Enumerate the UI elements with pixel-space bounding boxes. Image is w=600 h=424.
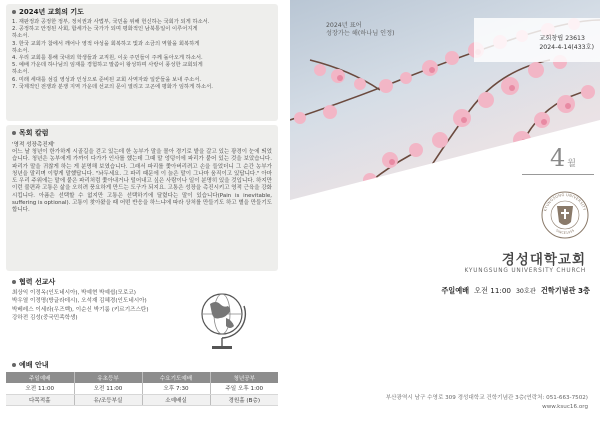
svg-text:KYUNGSUNG UNIVERSITY: KYUNGSUNG UNIVERSITY [543,192,587,212]
prayer-item: 하소서. [12,33,30,40]
table-cell: 소예배실 [142,394,210,405]
church-name: 경성대학교회 [501,252,586,268]
table-cell: 오전 11:00 [74,383,142,394]
prayer-item: 하소서. [12,69,30,76]
missionary-item: 박우열 이정명(방글라데시), 오석재 김혜경(인도네시아) [12,298,147,305]
missionaries-title: 협력 선교사 [12,277,272,287]
table-header-cell: 수요기도예배 [142,372,210,383]
column-section [6,125,278,271]
table-header-cell: 청년공부 [210,372,278,383]
address: 부산광역시 남구 수영로 309 경성대학교 건학기념관 3층(연락처: 051-663-7502) [385,395,588,401]
right-panel [290,0,600,424]
table-cell: 오전 11:00 [6,383,74,394]
service-place: 건학기념관 3층 [540,286,590,295]
church-name-english: KYUNGSUNG UNIVERSITY CHURCH [464,268,586,274]
bullet-icon [12,280,16,284]
missionary-item: 박베레스 이세라(우즈벡), 이순신 박기룸 (키르기즈스탄) [12,306,149,313]
worship-section [6,360,278,422]
table-cell: 유/조등부실 [74,394,142,405]
table-cell: 경원홀 (B층) [210,394,278,405]
service-time: 오전 11:00 [474,286,511,295]
prayer-item: 6. 미래 세대를 섬길 영성과 인성으로 준비된 교회 사역자와 일꾼들을 보내 주소서. [12,76,201,83]
prayer-item: 7. 국제적인 전쟁과 분쟁 지역 가운데 선교의 문이 열리고 고곤에 평화가 임하게 하소서. [12,83,213,90]
month-label [550,144,576,172]
prayer-title: 2024년 교회의 기도 [12,7,272,17]
motto-label: 2024년 표어 성장가는 해(하나님 인정) [326,22,395,37]
prayer-item: 2. 공정하고 안정된 사회, 합세가는 국가가 되며 평화적인 남북통일이 이루어지게 [12,26,198,33]
table-header-cell: 유초등부 [74,372,142,383]
footer [290,394,600,412]
bullet-icon [12,131,16,135]
website-link[interactable]: www.ksuc16.org [542,404,588,410]
issue-info: 교회창립 23613 2024-4-14(433호) [539,35,594,51]
left-panel [0,0,284,424]
missionary-item: 최상익 이정옥(인도네시아), 박예현 박예쉽(모로코) [12,290,136,296]
prayer-item: 하소서. [12,47,30,54]
column-body: 어느 날 청년이 한가하게 시골길을 걷고 있는데 한 농부가 말을 몰아 경기로 밭을 갈고 있는 광경이 눈에 띄었습니다. 청년은 농부에게 가까이 다가가 인사를 했는데 그때 말 엉덩이에 파리가 붙어 있는 것을 보았습니다. 파리가 말을 귀찮게 하는 게 분명해 보였습니다. 그래서 파리를 쫓아버리려고 손을 들었더니 그 순간 농부가 청년을 말리며 이렇게 말했답니다. "놔두세요. 그 파리 때문에 이 늙은 말이 그나마 움직이고 있답니다." 아마도 우리 주위에는 말에 붙은 파리처럼 쫓아내거나 털어내고 싶은 사람이나 일이 분명히 있을 것입니다. 하지만 이런 불편과 고통은 삶을 오히려 풍요하게 만드는 도구가 되지요. 고통은 성장을 촉진시키고 영적 근육을 강화시킵니다. 아픔은 선택할 수 없지만 고통은 선택하기에 달렸다는 말이 있습니다(Pain is inevitable, suffering is optional). 고통이 찾아왔을 때 어떤 반응을 하느냐에 따라 상처를 만들기도 하고 별을 만들기도 합니다. [12,149,272,214]
bullet-icon [12,363,16,367]
table-cell: 주일 오후 1:00 [210,383,278,394]
column-title: 목회 칼럼 [12,128,272,138]
svg-text:SINCE1955: SINCE1955 [555,228,576,236]
prayer-item: 4. 우리 교회를 통해 국내외 학생들과 교직원, 이웃 주민들이 주께 돌아오게 하소서. [12,55,203,62]
column-subtitle: '영적 성장촉진제' [12,142,55,148]
missionaries-section [6,274,278,360]
service-place-small: 30호관 [516,288,536,295]
prayer-item: 3. 한국 교회가 참에서 깨어나 영적 야성을 회복하고 빛과 소금의 역할을 회복하게 [12,40,200,47]
month-number: 4 [550,144,566,172]
prayer-item: 5. 예배 가운데 하나님의 임재를 경험하고 말씀이 왕성하며 사랑이 풍성한 교회되게 [12,62,203,69]
service-info [441,286,590,296]
table-row [6,394,278,405]
prayer-list [12,19,272,91]
table-cell: 다목적홀 [6,394,74,405]
prayer-item: 1. 재판정과 공정한 정부, 정치권과 사법부, 국민을 위해 헌신하는 국회가 되게 하소서. [12,19,210,25]
globe-icon [194,288,250,352]
month-unit: 월 [567,159,576,169]
missionary-item: 강하전 김성(중국민족학생) [12,315,78,322]
worship-table [6,372,278,406]
bullet-icon [12,10,16,14]
table-cell: 오후 7:30 [142,383,210,394]
worship-table-header [6,372,278,383]
church-emblem-icon [540,188,590,242]
table-row [6,383,278,394]
prayer-section [6,4,278,121]
month-divider [522,174,594,175]
service-label: 주일예배 [441,286,470,295]
table-header-cell: 주일예배 [6,372,74,383]
worship-title: 예배 안내 [6,360,278,370]
